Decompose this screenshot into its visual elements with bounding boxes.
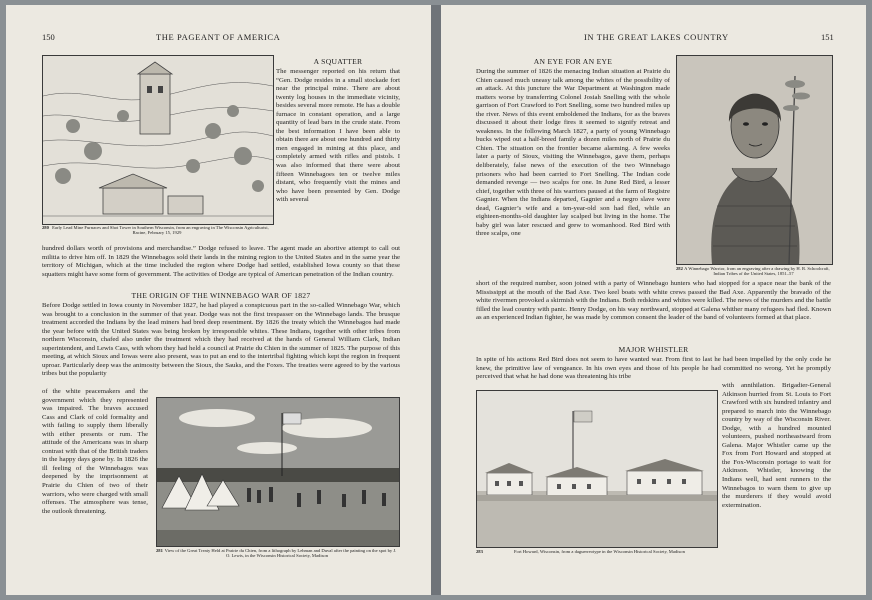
paragraph: of the white peacemakers and the government which they represented was impaired. The braves accused Cass and Clark of cold formality and with failing to supply them liberally with either presents or rum. The attitude of the Americans was in sharp contrast with that of the British traders in the happy days gone by. In 1826 the ill feeling of the Winnebagos was deepened by the imprisonment at Prairie du Chien of two of their warriors, who were charged with small offenses. The atmosphere was tense, the outlook threatening. bbox=[42, 388, 148, 515]
body-text bbox=[276, 68, 400, 245]
body-text bbox=[42, 388, 148, 584]
figure-number: 281 bbox=[156, 548, 163, 553]
body-text bbox=[476, 68, 670, 308]
page-number: 150 bbox=[42, 32, 55, 42]
lead-mine-engraving bbox=[42, 55, 274, 225]
book-gutter bbox=[431, 5, 441, 595]
figure-number: 283 bbox=[476, 549, 483, 554]
paragraph: with annihilation. Brigadier-General Atkinson hurried from St. Louis to Fort Crawford with six hundred infantry and prepared to march into the Winnebago country by way of the Wisconsin River. Dodge, with a hundred mounted volunteers, pushed northeastward from Galena. Major Whistler came up the Fox from Fort Howard and stopped at the Fox-Wisconsin portage to wait for Atkinson. Whistler, knowing the Indians well, had sent runners to the Winnebagos to warn them to give up the murderers if they would avoid extermination. bbox=[722, 382, 831, 509]
body-text bbox=[722, 382, 831, 582]
running-head: THE PAGEANT OF AMERICA bbox=[156, 32, 281, 42]
page-number: 151 bbox=[821, 32, 834, 42]
figure-number: 280 bbox=[42, 225, 49, 230]
fort-howard-daguerreotype bbox=[476, 390, 718, 548]
caption-text: View of the Great Treaty Held at Prairie du Chien, from a lithograph by Lehman and Duval after the painting on the spot by J. O. Lewis, in the Wisconsin Historical Society, Madison bbox=[164, 548, 397, 559]
right-page bbox=[441, 5, 866, 595]
figure-caption bbox=[476, 549, 716, 554]
paragraph: During the summer of 1826 the menacing Indian situation at Prairie du Chien caused much uneasy talk among the whites of the possibility of an attack. At this juncture the War Department at Washington made matters worse by transferring Colonel Josiah Snelling with the whole garrison of Fort Crawford to Fort Snelling, some two hundred miles up the river. News of this event emboldened the Indians, for as the braves discussed it about their lodge fires it seemed to signify retreat and weakness. In the following March 1827, a party of young Winnebago bucks wiped out a half-breed family a dozen miles north of Prairie du Chien. The situation on the frontier became alarming. A few weeks later a party of Sioux, visiting the Winnebagos, gave them, perhaps deliberately, false news of the execution of the two Winnebago prisoners who had been carried to Fort Snelling. The Indian code demanded revenge — two scalps for one. In June Red Bird, a lesser chief, together with three of his warriors paused at the farm of Registre Gagnier. When the Indians departed, Gagnier and a negro slave were dead, Gagnier’s wife and a ten-year-old son had fled, while an eighteen-months-old daughter lay scalped but living in the home. The baby girl was later rescued and grew to womanhood. Red Bird with three scalps, one bbox=[476, 68, 670, 238]
section-title: A SQUATTER bbox=[313, 57, 363, 66]
winnebago-warrior-engraving bbox=[676, 55, 833, 265]
paragraph: The messenger reported on his return that “Gen. Dodge resides in a small stockade fort near the principal mine. There are about twenty log houses in the immediate vicinity, besides several more remote. He has a double furnace in constant operation, and a large quantity of lead bars in the crude state. From the best information I have been able to obtain there are about one hundred and thirty men engaged in mining at this place, and completely armed with rifles and pistols. I was also informed that there were about fifteen Winnebagoes ten or twelve miles distant, who frequently visit the mines and who have been presented by Gen. Dodge with several bbox=[276, 68, 400, 204]
figure-caption bbox=[156, 548, 398, 559]
caption-text: Fort Howard, Wisconsin, from a daguerreotype in the Wisconsin Historical Society, Madison bbox=[514, 549, 685, 554]
caption-text: A Winnebago Warrior, from an engraving after a drawing by H. R. Schoolcraft, Indian Tribes of the United States, 1851–57 bbox=[684, 266, 830, 277]
body-text bbox=[42, 302, 400, 388]
section-title: THE ORIGIN OF THE WINNEBAGO WAR OF 1827 bbox=[131, 291, 311, 300]
treaty-lithograph bbox=[156, 397, 400, 547]
running-head: IN THE GREAT LAKES COUNTRY bbox=[584, 32, 729, 42]
section-title: MAJOR WHISTLER bbox=[618, 345, 689, 354]
paragraph: In spite of his actions Red Bird does not seem to have wanted war. From first to last he had been impelled by the only code he knew, the primitive law of vengeance. In his own eyes and those of his people he had committed no wrong. Yet he promptly perceived that what he had done was threatening his tribe bbox=[476, 356, 831, 381]
body-text bbox=[476, 356, 831, 382]
figure-caption bbox=[42, 225, 272, 236]
left-page bbox=[6, 5, 431, 595]
caption-text: Early Lead Mine Furnaces and Shot Tower in Southern Wisconsin, from an engraving in The Wisconsin Agriculturist, Racine, February 15, 1929 bbox=[52, 225, 269, 236]
section-title: AN EYE FOR AN EYE bbox=[533, 57, 613, 66]
body-text bbox=[42, 245, 400, 289]
figure-number: 282 bbox=[676, 266, 683, 271]
paragraph: hundred dollars worth of provisions and merchandise.” Dodge refused to leave. The agent made an abortive attempt to call out militia to drive him off. In 1829 the Winnebagos sold their lands in the mining region to the United States and in the same year the territory of Michigan, which at the time included the region where Dodge had settled, established Iowa county so that these squatters might have some form of government. The activities of Dodge are typical of American penetration of the Indian country. bbox=[42, 245, 400, 278]
figure-caption bbox=[676, 266, 831, 277]
body-text bbox=[476, 280, 831, 345]
paragraph: short of the required number, soon joined with a party of Winnebago hunters who had stopped for a space near the bank of the Mississippi at the mouth of the Bad Axe. Two keel boats with white crews passed the Bad Axe. Apparently the bravado of the white rivermen provoked a skirmish with the Indians. Both redskins and whites were killed. The news of the murders and the battle filled the lead country with panic. Henry Dodge, on his way northward, stopped at Galena whither many refugees had fled. Known as an experienced Indian fighter, he was made by common consent the leader of the band of volunteers formed at that place. bbox=[476, 280, 831, 322]
paragraph: Before Dodge settled in Iowa county in November 1827, he had played a conspicuous part in the so-called Winnebago War, which was brought to a conclusion in the summer of that year. Dodge was not the first trespasser on the Winnebago lands. The brusque treatment accorded the Indians by the lead miners had bred deep resentment. By 1826 the treaty which the Winnebagos had made the year before with the United States was being broken by irresponsible whites. These Indians, together with other tribes from northern Wisconsin, chafed also under the treatment which they had received at the hands of General William Clark, Indian superintendent, and Lewis Cass, with whom they had held a council at Prairie du Chien in the summer of 1825. The purpose of this meeting, at which Sioux and Iowas were also present, was to put an end to the intertribal fighting which kept the region in frequent uproar. Particularly deep was the animosity between the Sioux, the Sauks, and the Foxes. The treaties were agreed to by the various tribes but the popularity bbox=[42, 302, 400, 378]
